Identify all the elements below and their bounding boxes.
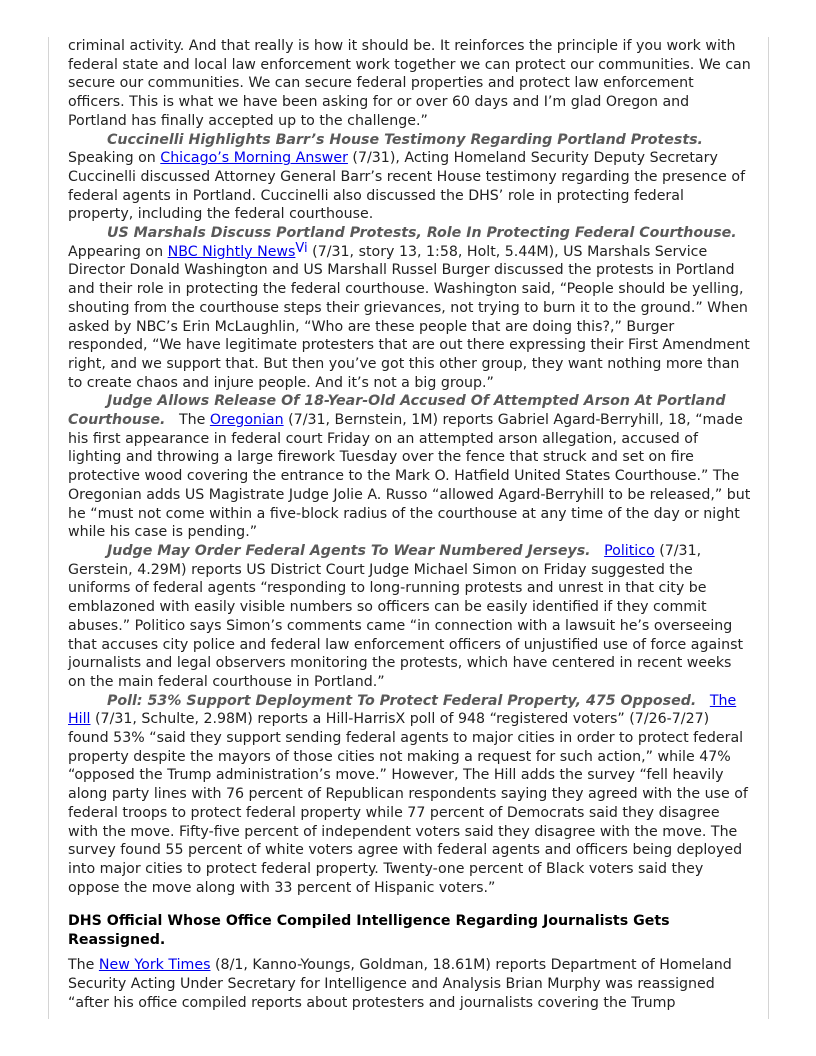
news-item (68, 224, 752, 392)
item-headline: Cuccinelli Highlights Barr’s House Testimony Regarding Portland Protests. (107, 131, 703, 148)
source-link[interactable]: New York Times (98, 957, 211, 974)
item-body: (7/31, Bernstein, 1M) reports Gabriel Agard-Berryhill, 18, “made his first appearance in federal court Friday on an attempted arson allegation, accused of lighting and throwing a large firework Tuesday over the fence that struck and set on fire protective wood covering the entrance to the Mark O. Hatfield United States Courthouse.” The Oregonian adds US Magistrate Judge Jolie A. Russo “allowed Agard-Berryhill to be released,” but he “must not come within a five-block radius of the courthouse at any time of the day or night while his case is pending.” (68, 412, 751, 541)
news-item (68, 692, 752, 898)
left-margin-rule (48, 37, 49, 1019)
item-headline: Judge May Order Federal Agents To Wear Numbered Jerseys. (107, 542, 591, 559)
article-body (68, 37, 752, 1012)
video-marker[interactable]: Vi (295, 240, 308, 256)
source-link[interactable]: Politico (604, 542, 655, 559)
news-item (68, 392, 752, 542)
item-body: (7/31, story 13, 1:58, Holt, 5.44M), US Marshals Service Director Donald Washington and US Marshall Russel Burger discussed the protests in Portland and their role in protecting the federal courthouse. Washington said, “People should be yelling, shouting from the courthouse steps their grievances, not trying to burn it to the ground.” When asked by NBC’s Erin McLaughlin, “Who are these people that are doing this?,” Burger responded, “We have legitimate protesters that are out there expressing their First Amendment right, and we support that. But then you’ve got this other group, they want nothing more than to create chaos and injure people. And it’s not a big group.” (68, 243, 750, 391)
item-lead-in: The (68, 957, 99, 974)
section-heading: DHS Official Whose Office Compiled Intelligence Regarding Journalists Gets Reassigned. (68, 913, 670, 949)
source-link[interactable]: Chicago’s Morning Answer (160, 150, 348, 167)
source-link[interactable]: Oregonian (209, 412, 284, 429)
item-body: (8/1, Kanno-Youngs, Goldman, 18.61M) reports Department of Homeland Security Acting Under Secretary for Intelligence and Analysis Brian Murphy was reassigned “after his office compiled reports about protesters and journalists covering the Trump (68, 957, 732, 1011)
news-item (68, 131, 752, 225)
item-body: (7/31, Gerstein, 4.29M) reports US District Court Judge Michael Simon on Friday suggested the uniforms of federal agents “responding to long-running protests and unrest in that city be emblazoned with easily visible numbers so officers can be easily identified if they commit abuses.” Politico says Simon’s comments came “in connection with a lawsuit he’s overseeing that accuses city police and federal law enforcement officers of unjustified use of force against journalists and legal observers monitoring the protests, which have centered in recent weeks on the main federal courthouse in Portland.” (68, 542, 744, 690)
item-lead-in: Speaking on (68, 150, 161, 167)
item-lead-in: Appearing on (68, 243, 168, 260)
source-link[interactable]: NBC Nightly News (167, 243, 296, 260)
item-body: (7/31, Schulte, 2.98M) reports a Hill-HarrisX poll of 948 “registered voters” (7/26-7/27) found 53% “said they support sending federal agents to major cities in order to protect federal property despite the mayors of those cities not making a request for such action,” while 47% “opposed the Trump administration’s move.” However, The Hill adds the survey “fell heavily along party lines with 76 percent of Republican respondents saying they agreed with the use of federal troops to protect federal property while 77 percent of Democrats said they disagree with the move. Fifty-five percent of independent voters said they disagree with the move. The survey found 55 percent of white voters agree with federal agents and officers being deployed into major cities to protect federal property. Twenty-one percent of Black voters said they oppose the move along with 33 percent of Hispanic voters.” (68, 711, 748, 896)
section-paragraph (68, 956, 752, 1012)
item-headline: Poll: 53% Support Deployment To Protect Federal Property, 475 Opposed. (107, 692, 697, 709)
item-body: (7/31), Acting Homeland Security Deputy Secretary Cuccinelli discussed Attorney General Barr’s recent House testimony regarding the presence of federal agents in Portland. Cuccinelli also discussed the DHS’ role in protecting federal property, including the federal courthouse. (68, 150, 746, 223)
source-link[interactable]: The Hill (68, 692, 737, 728)
item-lead-in: The (178, 412, 210, 429)
item-headline: US Marshals Discuss Portland Protests, Role In Protecting Federal Courthouse. (107, 225, 737, 242)
item-headline: Judge Allows Release Of 18-Year-Old Accused Of Attempted Arson At Portland Courthouse. (68, 393, 726, 429)
right-margin-rule (768, 37, 769, 1019)
news-item (68, 542, 752, 692)
intro-paragraph: criminal activity. And that really is how it should be. It reinforces the principle if you work with federal state and local law enforcement work together we can protect our communities. We can secure our communities. We can secure federal properties and protect law enforcement officers. This is what we have been asking for or over 60 days and I’m glad Oregon and Portland has finally accepted up to the challenge.” (68, 38, 751, 129)
